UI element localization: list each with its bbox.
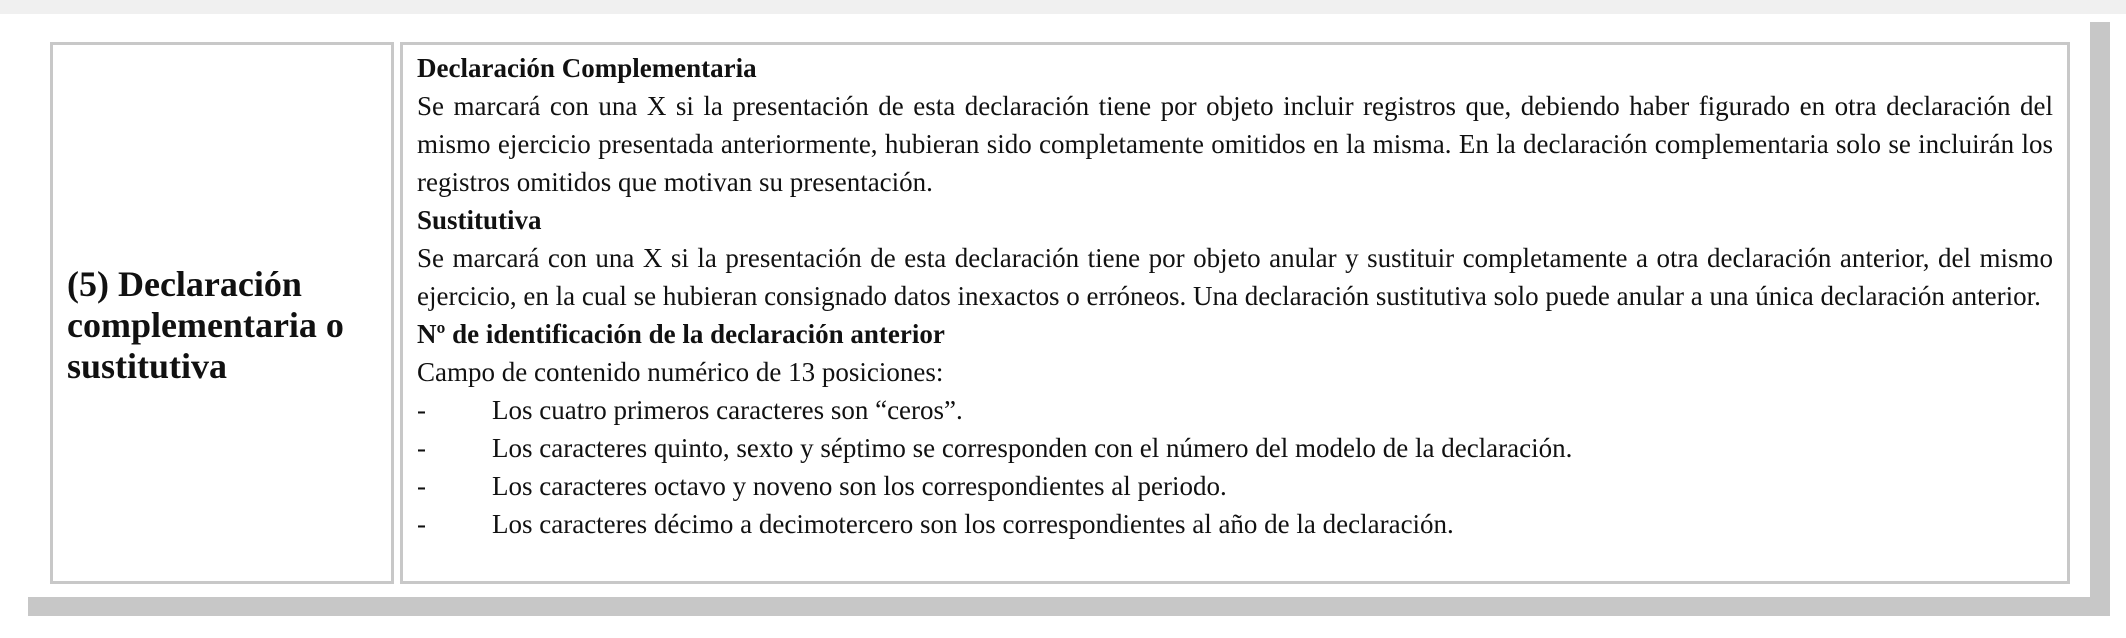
section-heading-sustitutiva: Sustitutiva <box>417 205 542 235</box>
field-description-table <box>50 42 2070 584</box>
list-bullet: - <box>417 471 426 501</box>
identificacion-list <box>417 391 2053 543</box>
frame-shadow-bottom <box>28 597 2110 616</box>
field-label: (5) Declaración complementaria o sustitutiva <box>67 263 344 386</box>
section-heading-complementaria: Declaración Complementaria <box>417 53 757 83</box>
frame-shadow-right <box>2090 22 2110 616</box>
page-top-band <box>0 0 2126 14</box>
section-body-sustitutiva: Se marcará con una X si la presentación de esta declaración tiene por objeto anular y sustituir completamente a otra declaración anterior, del mismo ejercicio, en la cual se hubieran consignado datos inexactos o erróneos. Una declaración sustitutiva solo puede anular a una única declaración anterior. <box>417 243 2053 311</box>
list-bullet: - <box>417 433 426 463</box>
list-item-text: Los caracteres décimo a decimotercero son los correspondientes al año de la declaración. <box>492 509 1454 539</box>
list-item <box>417 429 2053 467</box>
section-intro-identificacion: Campo de contenido numérico de 13 posiciones: <box>417 357 944 387</box>
list-bullet: - <box>417 395 426 425</box>
table-row <box>50 42 2070 584</box>
section-body-complementaria: Se marcará con una X si la presentación de esta declaración tiene por objeto incluir registros que, debiendo haber figurado en otra declaración del mismo ejercicio presentada anteriormente, hubieran sido completamente omitidos en la misma. En la declaración complementaria solo se incluirán los registros omitidos que motivan su presentación. <box>417 91 2053 197</box>
list-bullet: - <box>417 509 426 539</box>
list-item-text: Los caracteres octavo y noveno son los correspondientes al periodo. <box>492 471 1227 501</box>
list-item <box>417 505 2053 543</box>
list-item <box>417 467 2053 505</box>
field-description-cell <box>400 42 2070 584</box>
list-item-text: Los caracteres quinto, sexto y séptimo se corresponden con el número del modelo de la declaración. <box>492 433 1573 463</box>
list-item-text: Los cuatro primeros caracteres son “ceros”. <box>492 395 963 425</box>
list-item <box>417 391 2053 429</box>
section-heading-identificacion: Nº de identificación de la declaración anterior <box>417 319 945 349</box>
field-label-cell <box>50 42 394 584</box>
